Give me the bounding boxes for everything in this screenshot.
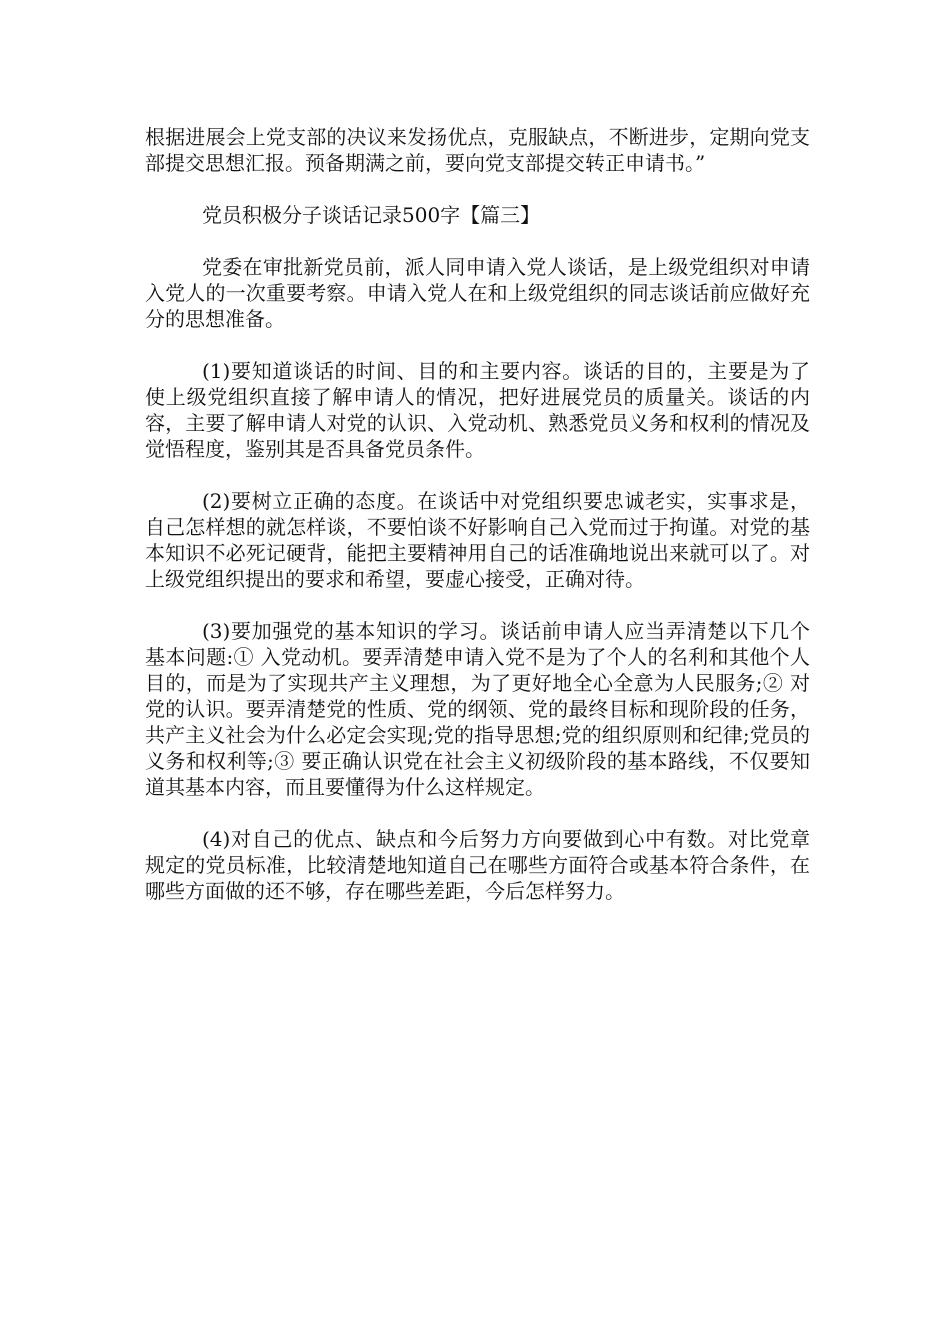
document-body: [145, 124, 810, 930]
paragraph-item-4: (4)对自己的优点、缺点和今后努力方向要做到心中有数。对比党章规定的党员标准，比较清楚地知道自己在哪些方面符合或基本符合条件，在哪些方面做的还不够，存在哪些差距，今后怎样努力。: [145, 827, 810, 903]
paragraph-intro: 党委在审批新党员前，派人同申请入党人谈话，是上级党组织对申请入党人的一次重要考察。申请入党人在和上级党组织的同志谈话前应做好充分的思想准备。: [145, 255, 810, 331]
paragraph-item-2: (2)要树立正确的态度。在谈话中对党组织要忠诚老实，实事求是，自己怎样想的就怎样谈，不要怕谈不好影响自己入党而过于拘谨。对党的基本知识不必死记硬背，能把主要精神用自己的话准确地说出来就可以了。对上级党组织提出的要求和希望，要虚心接受，正确对待。: [145, 489, 810, 591]
paragraph-item-1: (1)要知道谈话的时间、目的和主要内容。谈话的目的，主要是为了使上级党组织直接了解申请人的情况，把好进展党员的质量关。谈话的内容，主要了解申请人对党的认识、入党动机、熟悉党员义务和权利的情况及觉悟程度，鉴别其是否具备党员条件。: [145, 359, 810, 461]
section-heading: 党员积极分子谈话记录500字【篇三】: [202, 203, 541, 227]
paragraph-item-3: (3)要加强党的基本知识的学习。谈话前申请人应当弄清楚以下几个基本问题:① 入党动机。要弄清楚申请入党不是为了个人的名利和其他个人目的，而是为了实现共产主义理想，为了更好地全心全意为人民服务;② 对党的认识。要弄清楚党的性质、党的纲领、党的最终目标和现阶段的任务，共产主义社会为什么必定会实现;党的指导思想;党的组织原则和纪律;党员的义务和权利等;③ 要正确认识党在社会主义初级阶段的基本路线，不仅要知道其基本内容，而且要懂得为什么这样规定。: [145, 619, 810, 799]
continued-paragraph: 根据进展会上党支部的决议来发扬优点，克服缺点，不断进步，定期向党支部提交思想汇报。预备期满之前，要向党支部提交转正申请书。”: [145, 125, 810, 175]
